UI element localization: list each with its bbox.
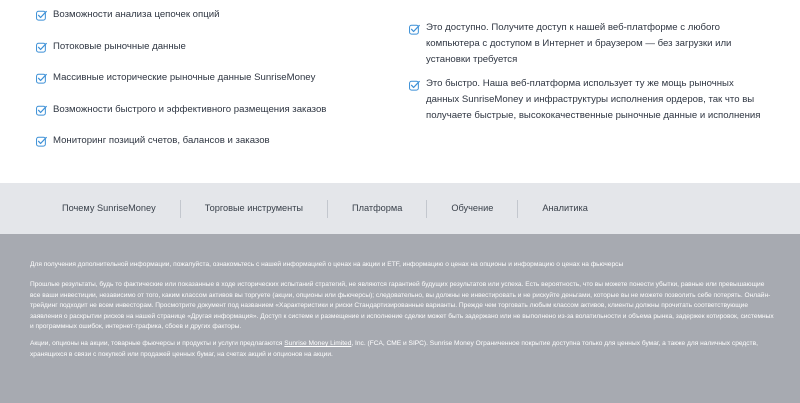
provider-link[interactable]: Sunrise Money Limited [284,340,352,348]
feature-text: Потоковые рыночные данные [53,40,186,52]
feature-item [36,134,386,166]
pricing-info-text: Для получения дополнительной информации, пожалуйста, ознакомьтесь с нашей информацией о ценах на акции и ETF, информацию о ценах на опционы и информацию о ценах на фьючерсы [30,261,624,268]
features-list-right [409,20,769,133]
feature-text: Возможности анализа цепочек опций [53,9,220,20]
nav-link-analytics[interactable]: Аналитика [542,203,588,213]
risk-disclaimer-text: Прошлые результаты, будь то фактические или показанные в ходе исторических испытаний стратегий, не являются гарантией будущих результатов или успеха. Есть вероятность, что вы можете понести убытки, равные или превышающие все ваши инвестиции, независимо от того, каким классом активов вы торгуете (акции, опционы или фьючерсы); следовательно, вы должны не инвестировать и не рискуйте деньгами, которые вы не можете позволить себе потерять. Онлайн-трейдинг подходит не всем инвесторам. Просмотрите документ под названием «Характеристики и риски Стандартизированные варианты. Прежде чем торговать любым классом активов, клиенты должны прочитать соответствующие заявления о раскрытии рисков на нашей странице «Другая информация». Доступ к системе и размещение и исполнение сделки может быть задержано или не выполнено из-за волатильности и объема рынка, задержек котировок, системных и программных ошибок, интернет-трафика, сбоев и других факторы. [30,281,774,331]
footer-nav [0,183,800,234]
features-list-left [36,8,386,166]
feature-text: Мониторинг позиций счетов, балансов и заказов [53,135,270,146]
feature-item [409,76,769,123]
check-icon [36,42,47,53]
feature-text: Это быстро. Наша веб-платформа использует ту же мощь рыночных данных SunriseMoney и инфраструктуры исполнения ордеров, так что вы получаете быстрые, высококачественные рыночные данные и исполнения [426,78,761,121]
provider-text-end: , Inc. (FCA, CME и SIPC). Sunrise Money Ограниченное покрытие доступна только для ценных бумаг, а также для наличных средств, хранящихся в связи с покупкой или продажей ценных бумаг, на счетах акций и опционов на акции. [30,340,758,358]
feature-item [36,8,386,40]
check-icon [36,136,47,147]
provider-text [30,339,775,360]
provider-text-start: Акции, опционы на акции, товарные фьючерсы и продукты и услуги предлагаются [30,340,285,348]
feature-text: Это доступно. Получите доступ к нашей веб-платформе с любого компьютера с доступом в Интернет и браузером — без загрузки или установки требуется [426,22,732,65]
disclaimer-footer [0,234,800,403]
nav-link-why[interactable]: Почему SunriseMoney [62,203,156,213]
check-icon [36,73,47,84]
nav-link-platform[interactable]: Платформа [352,203,403,213]
check-icon [409,24,420,35]
check-icon [409,80,420,91]
features-section [0,0,800,183]
feature-item [36,40,386,72]
feature-item [409,20,769,67]
feature-item [36,103,386,135]
feature-text: Массивные исторические рыночные данные SunriseMoney [53,72,316,83]
nav-link-instruments[interactable]: Торговые инструменты [204,203,304,213]
check-icon [36,105,47,116]
feature-item [36,71,386,103]
nav-link-education[interactable]: Обучение [451,203,494,213]
check-icon [36,10,47,21]
feature-text: Возможности быстрого и эффективного размещения заказов [53,103,327,115]
